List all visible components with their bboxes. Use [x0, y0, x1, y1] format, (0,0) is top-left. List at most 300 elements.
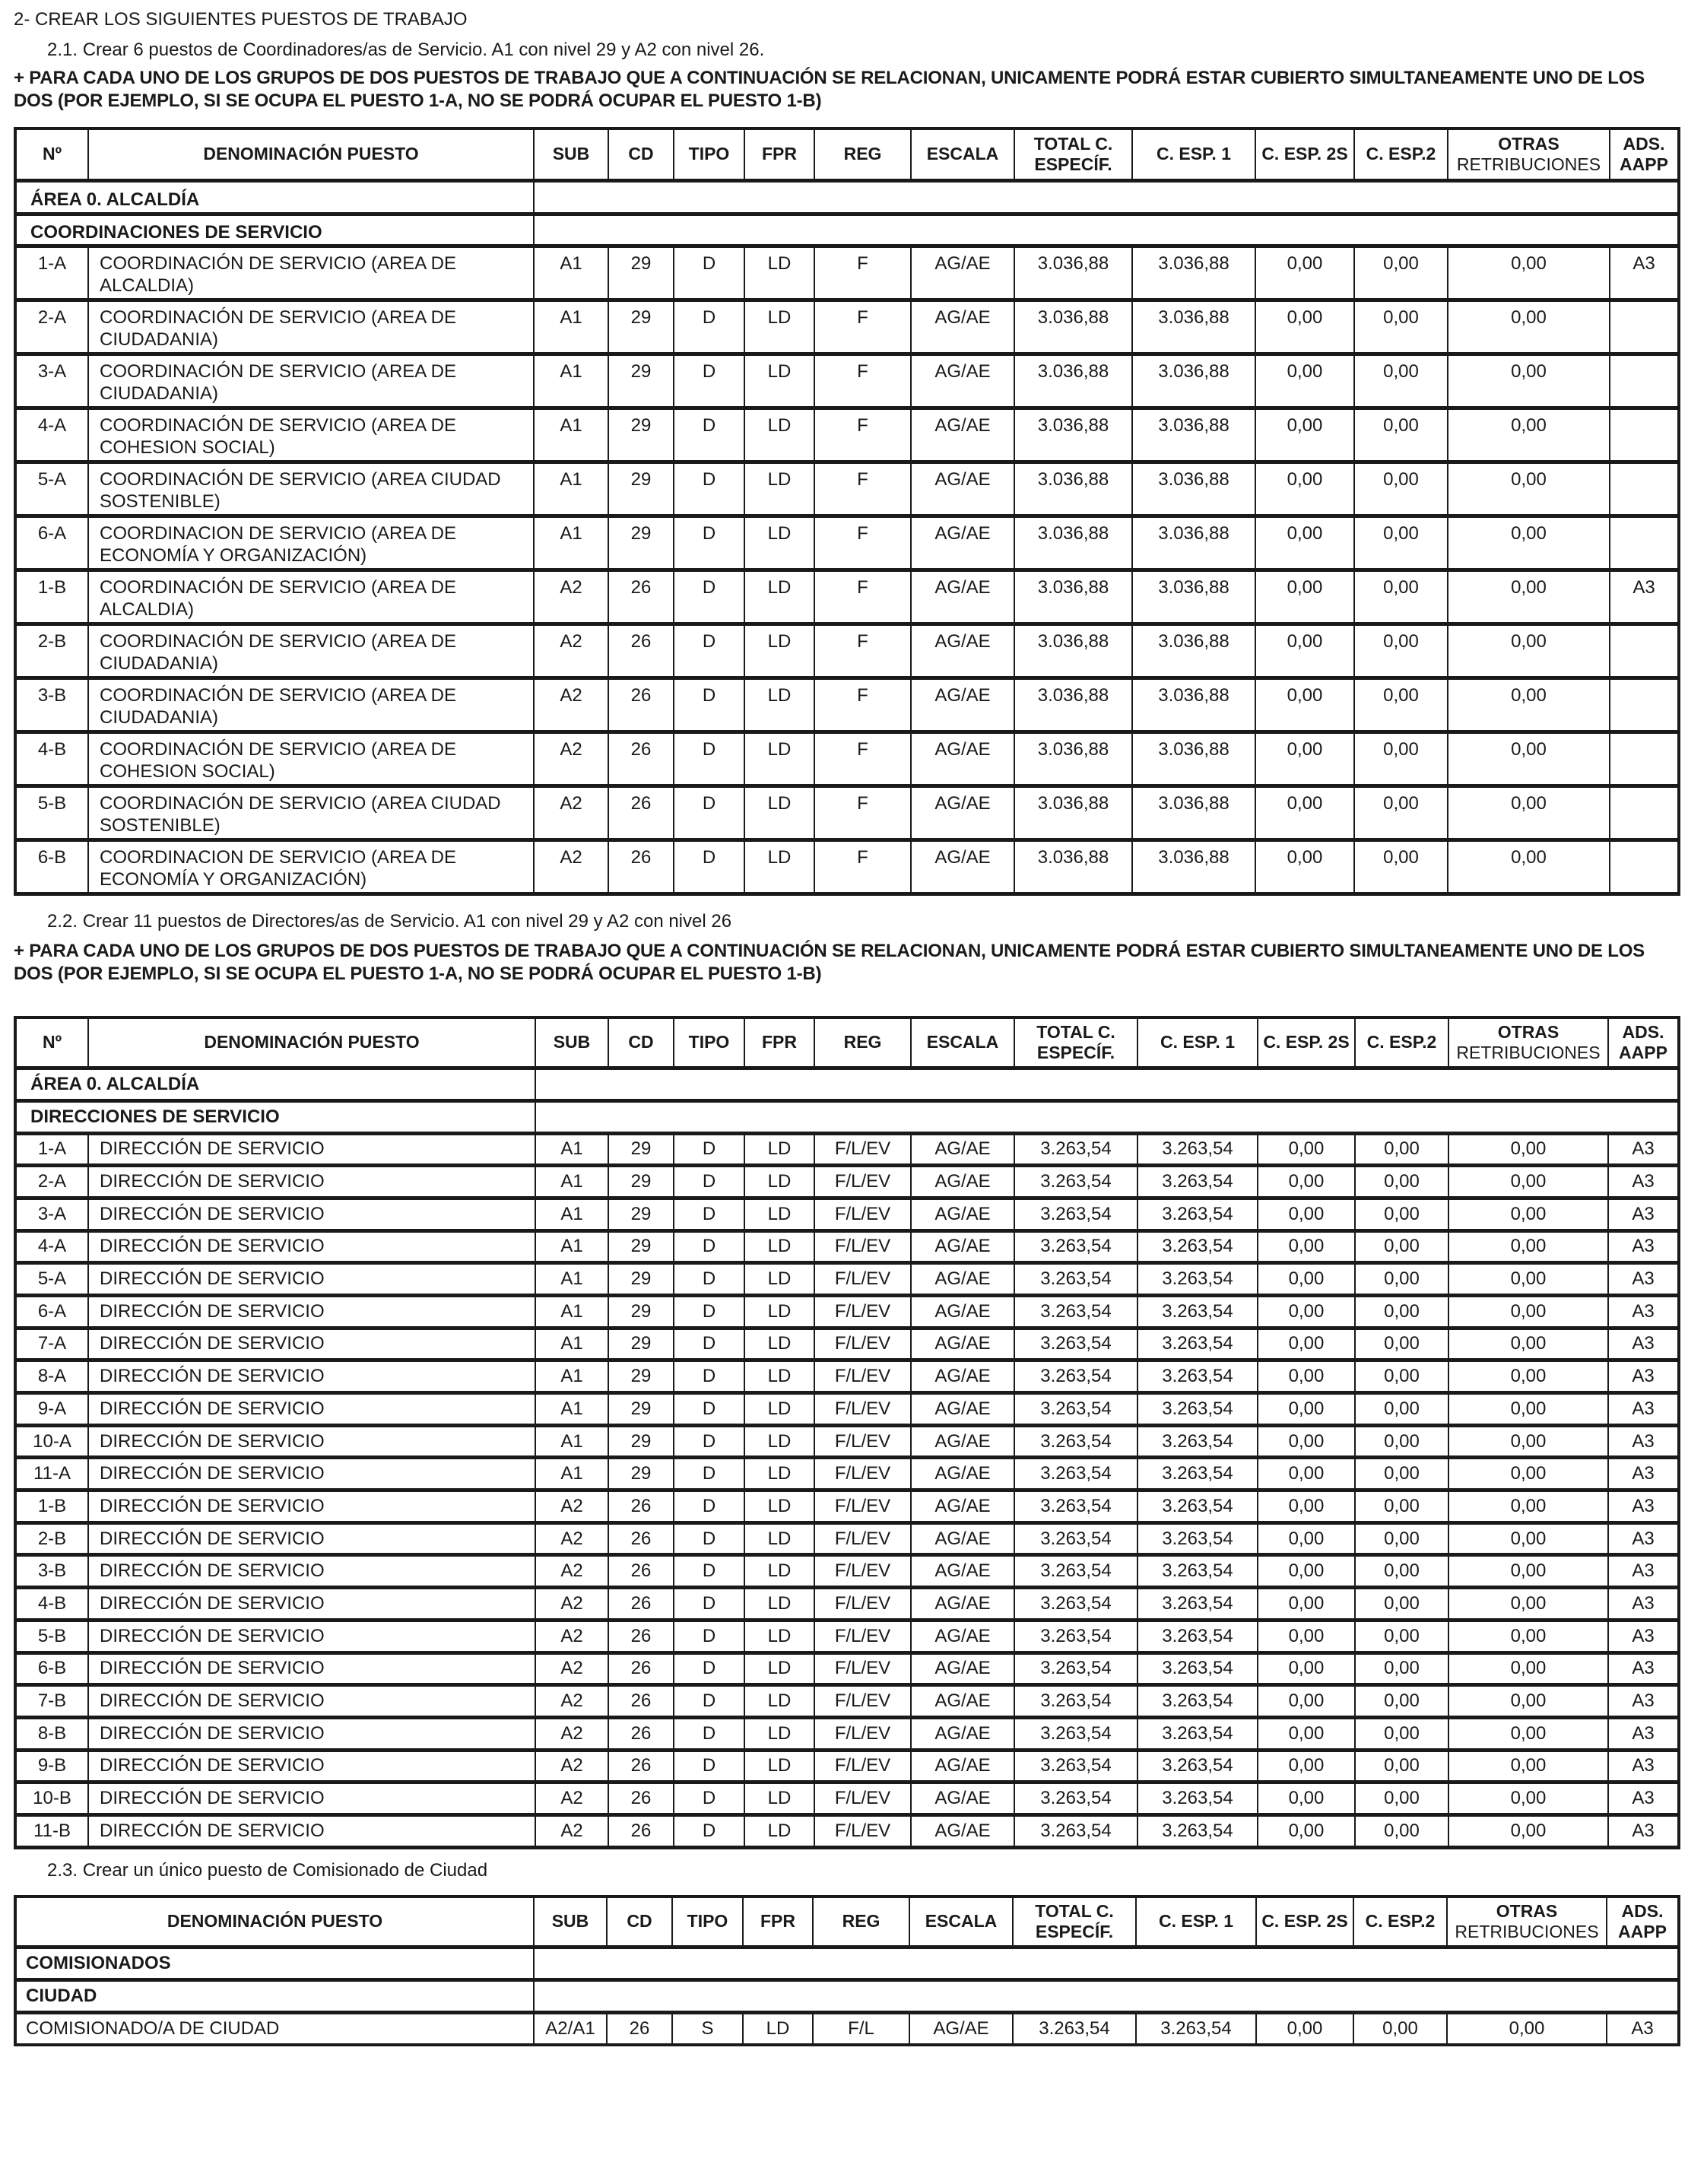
- cell-otras: 0,00: [1448, 1490, 1608, 1523]
- cell-cesp1: 3.036,88: [1132, 516, 1255, 570]
- cell-sub: A1: [535, 1263, 608, 1296]
- cell-otras: 0,00: [1448, 1166, 1608, 1198]
- cell-sub: A2: [535, 1522, 608, 1555]
- cell-escala: AG/AE: [911, 1425, 1014, 1458]
- cell-denominacion: COORDINACIÓN DE SERVICIO (AREA DE CIUDADANIA): [88, 678, 534, 732]
- cell-escala: AG/AE: [911, 1490, 1014, 1523]
- cell-cesp2: 0,00: [1355, 1425, 1448, 1458]
- cell-cesp2: 0,00: [1353, 2012, 1447, 2045]
- cell-otras: 0,00: [1448, 1425, 1608, 1458]
- cell-fpr: LD: [744, 1425, 814, 1458]
- cell-escala: AG/AE: [911, 1263, 1014, 1296]
- cell-reg: F/L/EV: [814, 1717, 911, 1750]
- cell-escala: AG/AE: [911, 1133, 1014, 1166]
- cell-reg: F/L/EV: [814, 1814, 911, 1847]
- cell-num: 6-B: [15, 840, 88, 894]
- cell-cd: 26: [608, 1555, 674, 1588]
- table-row: [15, 1360, 1679, 1393]
- cell-total: 3.263,54: [1014, 1133, 1137, 1166]
- cell-escala: AG/AE: [911, 624, 1014, 678]
- cell-tipo: D: [674, 624, 744, 678]
- cell-denominacion: DIRECCIÓN DE SERVICIO: [88, 1782, 535, 1815]
- cell-fpr: LD: [744, 1230, 814, 1263]
- col-header-cesp2: C. ESP.2: [1353, 1897, 1447, 1947]
- cell-num: 3-B: [15, 678, 88, 732]
- cell-denominacion: COORDINACIÓN DE SERVICIO (AREA DE CIUDADANIA): [88, 354, 534, 408]
- cell-reg: F/L/EV: [814, 1620, 911, 1652]
- cell-otras: 0,00: [1448, 1522, 1608, 1555]
- cell-cesp2: 0,00: [1355, 1814, 1448, 1847]
- cell-total: 3.263,54: [1014, 1750, 1137, 1782]
- cell-sub: A2: [534, 732, 608, 786]
- cell-cd: 29: [608, 1360, 674, 1393]
- col-header-sub: SUB: [534, 1897, 607, 1947]
- cell-fpr: LD: [744, 300, 814, 354]
- cell-ads: [1610, 354, 1679, 408]
- cell-otras: 0,00: [1448, 678, 1610, 732]
- cell-num: 1-B: [15, 570, 88, 624]
- cell-cesp2: 0,00: [1355, 1230, 1448, 1263]
- cell-tipo: D: [674, 1814, 744, 1847]
- cell-otras: 0,00: [1448, 1750, 1608, 1782]
- cell-cesp2: 0,00: [1355, 1717, 1448, 1750]
- col-header-escala: ESCALA: [911, 129, 1014, 180]
- cell-num: 4-A: [15, 408, 88, 462]
- table-row: [15, 1198, 1679, 1230]
- cell-otras: 0,00: [1448, 246, 1610, 300]
- table-row: [15, 786, 1679, 840]
- cell-cd: 29: [608, 1166, 674, 1198]
- cell-reg: F: [814, 354, 911, 408]
- cell-reg: F: [814, 678, 911, 732]
- cell-ads: A3: [1608, 1522, 1679, 1555]
- cell-ads: [1610, 516, 1679, 570]
- cell-total: 3.263,54: [1014, 1166, 1137, 1198]
- cell-tipo: D: [674, 1425, 744, 1458]
- cell-ads: A3: [1608, 1620, 1679, 1652]
- cell-tipo: D: [674, 1717, 744, 1750]
- section-2-1-title: 2.1. Crear 6 puestos de Coordinadores/as de Servicio. A1 con nivel 29 y A2 con nivel 26.: [47, 40, 765, 60]
- cell-tipo: D: [674, 1522, 744, 1555]
- table-row: [15, 732, 1679, 786]
- cell-otras: 0,00: [1448, 840, 1610, 894]
- cell-cd: 26: [608, 1522, 674, 1555]
- col-header-cesp1: C. ESP. 1: [1136, 1897, 1256, 1947]
- col-header-total: TOTAL C. ESPECÍF.: [1013, 1897, 1136, 1947]
- cell-denominacion: DIRECCIÓN DE SERVICIO: [88, 1652, 535, 1685]
- cell-fpr: LD: [743, 2012, 813, 2045]
- col-header-tipo: TIPO: [674, 1017, 744, 1068]
- cell-denominacion: DIRECCIÓN DE SERVICIO: [88, 1360, 535, 1393]
- table-row: [15, 624, 1679, 678]
- cell-tipo: D: [674, 570, 744, 624]
- cell-denominacion: COORDINACIÓN DE SERVICIO (AREA DE COHESION SOCIAL): [88, 408, 534, 462]
- cell-denominacion: COORDINACIÓN DE SERVICIO (AREA CIUDAD SOSTENIBLE): [88, 462, 534, 516]
- col-header-num: Nº: [15, 1017, 88, 1068]
- cell-cd: 26: [608, 1490, 674, 1523]
- cell-tipo: D: [674, 1588, 744, 1621]
- cell-escala: AG/AE: [911, 462, 1014, 516]
- cell-num: 3-B: [15, 1555, 88, 1588]
- cell-ads: A3: [1608, 1166, 1679, 1198]
- col-header-ads: ADS. AAPP: [1608, 1017, 1679, 1068]
- cell-total: 3.263,54: [1014, 1360, 1137, 1393]
- cell-sub: A1: [535, 1198, 608, 1230]
- cell-cd: 29: [608, 516, 674, 570]
- cell-denominacion: DIRECCIÓN DE SERVICIO: [88, 1230, 535, 1263]
- cell-reg: F: [814, 408, 911, 462]
- cell-sub: A1: [535, 1328, 608, 1360]
- col-header-cesp2s: C. ESP. 2S: [1255, 129, 1354, 180]
- cell-ads: A3: [1608, 1588, 1679, 1621]
- cell-cesp2: 0,00: [1355, 1750, 1448, 1782]
- cell-cd: 29: [608, 300, 674, 354]
- cell-fpr: LD: [744, 1588, 814, 1621]
- cell-denominacion: DIRECCIÓN DE SERVICIO: [88, 1522, 535, 1555]
- cell-escala: AG/AE: [911, 1360, 1014, 1393]
- cell-cesp2: 0,00: [1354, 246, 1448, 300]
- cell-cesp2: 0,00: [1354, 840, 1448, 894]
- area-row: [15, 180, 1679, 214]
- cell-sub: A2: [535, 1490, 608, 1523]
- cell-ads: [1610, 732, 1679, 786]
- cell-denominacion: COORDINACION DE SERVICIO (AREA DE ECONOMÍA Y ORGANIZACIÓN): [88, 840, 534, 894]
- cell-cesp1: 3.263,54: [1137, 1782, 1258, 1815]
- cell-ads: A3: [1608, 1652, 1679, 1685]
- table-row: [15, 1717, 1679, 1750]
- cell-cesp1: 3.263,54: [1136, 2012, 1256, 2045]
- cell-cesp1: 3.036,88: [1132, 732, 1255, 786]
- cell-escala: AG/AE: [911, 1198, 1014, 1230]
- cell-ads: A3: [1608, 1490, 1679, 1523]
- cell-fpr: LD: [744, 1750, 814, 1782]
- cell-otras: 0,00: [1448, 1230, 1608, 1263]
- comisionados-table: [14, 1895, 1680, 2046]
- cell-cesp2: 0,00: [1354, 462, 1448, 516]
- col-header-fpr: FPR: [744, 129, 814, 180]
- cell-cesp2: 0,00: [1355, 1555, 1448, 1588]
- cell-cesp2: 0,00: [1355, 1588, 1448, 1621]
- cell-escala: AG/AE: [911, 678, 1014, 732]
- cell-sub: A1: [534, 462, 608, 516]
- col-header-cesp1: C. ESP. 1: [1132, 129, 1255, 180]
- cell-reg: F/L: [813, 2012, 909, 2045]
- cell-cesp2: 0,00: [1355, 1490, 1448, 1523]
- cell-fpr: LD: [744, 624, 814, 678]
- cell-otras: 0,00: [1448, 1133, 1608, 1166]
- cell-reg: F: [814, 570, 911, 624]
- cell-num: 2-B: [15, 624, 88, 678]
- table-row: [15, 516, 1679, 570]
- cell-fpr: LD: [744, 1263, 814, 1296]
- cell-cd: 29: [608, 1425, 674, 1458]
- cell-num: 8-A: [15, 1360, 88, 1393]
- cell-tipo: D: [674, 516, 744, 570]
- cell-tipo: D: [674, 1133, 744, 1166]
- cell-num: 6-A: [15, 1295, 88, 1328]
- cell-tipo: D: [674, 1263, 744, 1296]
- cell-escala: AG/AE: [911, 1393, 1014, 1426]
- col-header-cd: CD: [607, 1897, 672, 1947]
- cell-tipo: D: [674, 1782, 744, 1815]
- col-header-cesp1: C. ESP. 1: [1137, 1017, 1258, 1068]
- cell-otras: 0,00: [1448, 1458, 1608, 1490]
- cell-cesp2s: 0,00: [1258, 1458, 1355, 1490]
- cell-cesp2s: 0,00: [1258, 1230, 1355, 1263]
- cell-denominacion: COORDINACIÓN DE SERVICIO (AREA DE COHESION SOCIAL): [88, 732, 534, 786]
- cell-fpr: LD: [744, 1620, 814, 1652]
- col-header-fpr: FPR: [743, 1897, 813, 1947]
- group-row: [15, 214, 1679, 246]
- cell-fpr: LD: [744, 1198, 814, 1230]
- cell-sub: A1: [535, 1425, 608, 1458]
- table-row: [15, 1230, 1679, 1263]
- table-header: [15, 129, 1679, 180]
- cell-cesp2s: 0,00: [1258, 1652, 1355, 1685]
- cell-cd: 26: [608, 624, 674, 678]
- cell-fpr: LD: [744, 516, 814, 570]
- cell-reg: F/L/EV: [814, 1166, 911, 1198]
- table-row: [15, 462, 1679, 516]
- cell-tipo: D: [674, 300, 744, 354]
- cell-fpr: LD: [744, 678, 814, 732]
- cell-denominacion: DIRECCIÓN DE SERVICIO: [88, 1198, 535, 1230]
- cell-otras: 0,00: [1448, 1782, 1608, 1815]
- cell-cesp1: 3.263,54: [1137, 1490, 1258, 1523]
- cell-fpr: LD: [744, 1555, 814, 1588]
- cell-fpr: LD: [744, 1522, 814, 1555]
- cell-fpr: LD: [744, 408, 814, 462]
- cell-escala: AG/AE: [911, 1588, 1014, 1621]
- cell-fpr: LD: [744, 246, 814, 300]
- cell-denominacion: COORDINACIÓN DE SERVICIO (AREA DE ALCALDIA): [88, 246, 534, 300]
- cell-num: 2-B: [15, 1522, 88, 1555]
- cell-tipo: D: [674, 1295, 744, 1328]
- table-row: [15, 246, 1679, 300]
- cell-sub: A2: [534, 840, 608, 894]
- cell-cesp1: 3.263,54: [1137, 1685, 1258, 1718]
- cell-sub: A1: [535, 1393, 608, 1426]
- cell-cesp2s: 0,00: [1258, 1166, 1355, 1198]
- cell-ads: A3: [1610, 570, 1679, 624]
- cell-tipo: D: [674, 354, 744, 408]
- cell-num: 8-B: [15, 1717, 88, 1750]
- cell-reg: F/L/EV: [814, 1230, 911, 1263]
- cell-cd: 26: [608, 1814, 674, 1847]
- cell-cesp1: 3.036,88: [1132, 624, 1255, 678]
- cell-cesp2s: 0,00: [1258, 1198, 1355, 1230]
- table-row: [15, 354, 1679, 408]
- cell-cd: 29: [608, 462, 674, 516]
- col-header-cesp2: C. ESP.2: [1355, 1017, 1448, 1068]
- cell-sub: A2: [535, 1685, 608, 1718]
- cell-otras: 0,00: [1448, 1685, 1608, 1718]
- cell-escala: AG/AE: [911, 1555, 1014, 1588]
- cell-cesp2: 0,00: [1355, 1166, 1448, 1198]
- cell-cesp2: 0,00: [1354, 732, 1448, 786]
- cell-otras: 0,00: [1448, 624, 1610, 678]
- cell-num: 1-A: [15, 1133, 88, 1166]
- cell-cd: 29: [608, 1458, 674, 1490]
- cell-denominacion: DIRECCIÓN DE SERVICIO: [88, 1588, 535, 1621]
- cell-sub: A2: [534, 678, 608, 732]
- cell-tipo: S: [672, 2012, 743, 2045]
- cell-total: 3.036,88: [1014, 408, 1132, 462]
- cell-total: 3.036,88: [1014, 462, 1132, 516]
- cell-otras: 0,00: [1448, 1198, 1608, 1230]
- section-2-3-title: 2.3. Crear un único puesto de Comisionado de Ciudad: [47, 1860, 488, 1881]
- cell-total: 3.263,54: [1014, 1522, 1137, 1555]
- col-header-cesp2: C. ESP.2: [1354, 129, 1448, 180]
- cell-reg: F/L/EV: [814, 1198, 911, 1230]
- cell-ads: A3: [1610, 246, 1679, 300]
- cell-cesp2s: 0,00: [1255, 624, 1354, 678]
- cell-cesp2s: 0,00: [1258, 1588, 1355, 1621]
- cell-sub: A1: [535, 1458, 608, 1490]
- col-header-denominacion: DENOMINACIÓN PUESTO: [88, 1017, 535, 1068]
- cell-otras: 0,00: [1448, 408, 1610, 462]
- cell-escala: AG/AE: [911, 570, 1014, 624]
- section-2-2-title: 2.2. Crear 11 puestos de Directores/as de Servicio. A1 con nivel 29 y A2 con nivel 26: [47, 911, 732, 932]
- cell-sub: A1: [535, 1230, 608, 1263]
- cell-total: 3.263,54: [1014, 1458, 1137, 1490]
- main-heading: 2- CREAR LOS SIGUIENTES PUESTOS DE TRABAJO: [14, 9, 468, 30]
- cell-total: 3.263,54: [1014, 1393, 1137, 1426]
- cell-escala: AG/AE: [911, 1652, 1014, 1685]
- area-row: [15, 1068, 1679, 1100]
- cell-fpr: LD: [744, 354, 814, 408]
- cell-cesp2s: 0,00: [1258, 1360, 1355, 1393]
- cell-fpr: LD: [744, 840, 814, 894]
- cell-cesp2s: 0,00: [1255, 246, 1354, 300]
- cell-fpr: LD: [744, 1360, 814, 1393]
- cell-sub: A2/A1: [534, 2012, 607, 2045]
- cell-otras: 0,00: [1448, 354, 1610, 408]
- cell-cesp1: 3.263,54: [1137, 1717, 1258, 1750]
- cell-tipo: D: [674, 1490, 744, 1523]
- cell-otras: 0,00: [1448, 300, 1610, 354]
- cell-cesp1: 3.263,54: [1137, 1166, 1258, 1198]
- cell-reg: F/L/EV: [814, 1263, 911, 1296]
- cell-sub: A2: [535, 1588, 608, 1621]
- cell-escala: AG/AE: [911, 1814, 1014, 1847]
- cell-otras: 0,00: [1448, 1393, 1608, 1426]
- cell-total: 3.263,54: [1014, 1588, 1137, 1621]
- cell-ads: [1610, 408, 1679, 462]
- table-row: [15, 570, 1679, 624]
- cell-ads: A3: [1608, 1555, 1679, 1588]
- cell-cesp2: 0,00: [1355, 1652, 1448, 1685]
- col-header-num: Nº: [15, 129, 88, 180]
- cell-reg: F: [814, 840, 911, 894]
- cell-cesp2: 0,00: [1354, 300, 1448, 354]
- direcciones-table: [14, 1016, 1680, 1849]
- cell-escala: AG/AE: [911, 1717, 1014, 1750]
- cell-num: 7-A: [15, 1328, 88, 1360]
- col-header-tipo: TIPO: [672, 1897, 743, 1947]
- cell-cesp2: 0,00: [1355, 1393, 1448, 1426]
- cell-escala: AG/AE: [911, 1230, 1014, 1263]
- cell-otras: 0,00: [1448, 1652, 1608, 1685]
- cell-total: 3.036,88: [1014, 624, 1132, 678]
- cell-sub: A1: [534, 408, 608, 462]
- cell-cesp1: 3.036,88: [1132, 300, 1255, 354]
- cell-cesp2s: 0,00: [1255, 516, 1354, 570]
- cell-total: 3.263,54: [1014, 1814, 1137, 1847]
- cell-cesp1: 3.263,54: [1137, 1458, 1258, 1490]
- table-row: [15, 1458, 1679, 1490]
- col-header-escala: ESCALA: [909, 1897, 1013, 1947]
- table-row: [15, 1328, 1679, 1360]
- cell-total: 3.263,54: [1014, 1198, 1137, 1230]
- cell-ads: [1610, 786, 1679, 840]
- cell-fpr: LD: [744, 1166, 814, 1198]
- table-header: [15, 1017, 1679, 1068]
- cell-num: 3-A: [15, 1198, 88, 1230]
- cell-cesp1: 3.263,54: [1137, 1555, 1258, 1588]
- col-header-reg: REG: [814, 129, 911, 180]
- cell-total: 3.263,54: [1014, 1230, 1137, 1263]
- cell-cesp2s: 0,00: [1258, 1425, 1355, 1458]
- cell-fpr: LD: [744, 1328, 814, 1360]
- cell-fpr: LD: [744, 570, 814, 624]
- cell-cesp2s: 0,00: [1258, 1393, 1355, 1426]
- cell-cd: 26: [608, 1588, 674, 1621]
- cell-num: 9-B: [15, 1750, 88, 1782]
- cell-fpr: LD: [744, 1685, 814, 1718]
- cell-cd: 26: [608, 786, 674, 840]
- cell-total: 3.263,54: [1014, 1425, 1137, 1458]
- cell-num: 6-A: [15, 516, 88, 570]
- cell-cesp2s: 0,00: [1258, 1263, 1355, 1296]
- cell-cesp1: 3.263,54: [1137, 1263, 1258, 1296]
- cell-escala: AG/AE: [911, 840, 1014, 894]
- table-row: [15, 1133, 1679, 1166]
- cell-num: 7-B: [15, 1685, 88, 1718]
- cell-cesp2s: 0,00: [1258, 1717, 1355, 1750]
- cell-tipo: D: [674, 732, 744, 786]
- cell-otras: 0,00: [1448, 1717, 1608, 1750]
- cell-reg: F/L/EV: [814, 1133, 911, 1166]
- cell-cesp2: 0,00: [1355, 1133, 1448, 1166]
- cell-total: 3.036,88: [1014, 246, 1132, 300]
- cell-total: 3.036,88: [1014, 516, 1132, 570]
- cell-total: 3.263,54: [1014, 1295, 1137, 1328]
- table-row: [15, 1652, 1679, 1685]
- cell-otras: 0,00: [1448, 1814, 1608, 1847]
- col-header-fpr: FPR: [744, 1017, 814, 1068]
- cell-cesp2s: 0,00: [1255, 354, 1354, 408]
- cell-cd: 26: [608, 1717, 674, 1750]
- cell-cesp2s: 0,00: [1255, 570, 1354, 624]
- cell-tipo: D: [674, 1198, 744, 1230]
- cell-cesp2s: 0,00: [1255, 732, 1354, 786]
- cell-sub: A1: [534, 516, 608, 570]
- col-header-otras: OTRAS RETRIBUCIONES: [1448, 1017, 1608, 1068]
- cell-denominacion: DIRECCIÓN DE SERVICIO: [88, 1685, 535, 1718]
- table-row: [15, 2012, 1679, 2045]
- section-2-1-note: + PARA CADA UNO DE LOS GRUPOS DE DOS PUESTOS DE TRABAJO QUE A CONTINUACIÓN SE RELACIONAN, UNICAMENTE PODRÁ ESTAR CUBIERTO SIMULTANEAMENTE UNO DE LOS DOS (POR EJEMPLO, SI SE OCUPA EL PUESTO 1-A, NO SE PODRÁ OCUPAR EL PUESTO 1-B): [14, 68, 1645, 111]
- cell-otras: 0,00: [1448, 1328, 1608, 1360]
- cell-reg: F/L/EV: [814, 1588, 911, 1621]
- cell-total: 3.263,54: [1014, 1652, 1137, 1685]
- cell-escala: AG/AE: [911, 1328, 1014, 1360]
- cell-cesp2: 0,00: [1354, 570, 1448, 624]
- cell-escala: AG/AE: [911, 1522, 1014, 1555]
- cell-escala: AG/AE: [909, 2012, 1013, 2045]
- cell-cd: 26: [608, 570, 674, 624]
- cell-fpr: LD: [744, 1782, 814, 1815]
